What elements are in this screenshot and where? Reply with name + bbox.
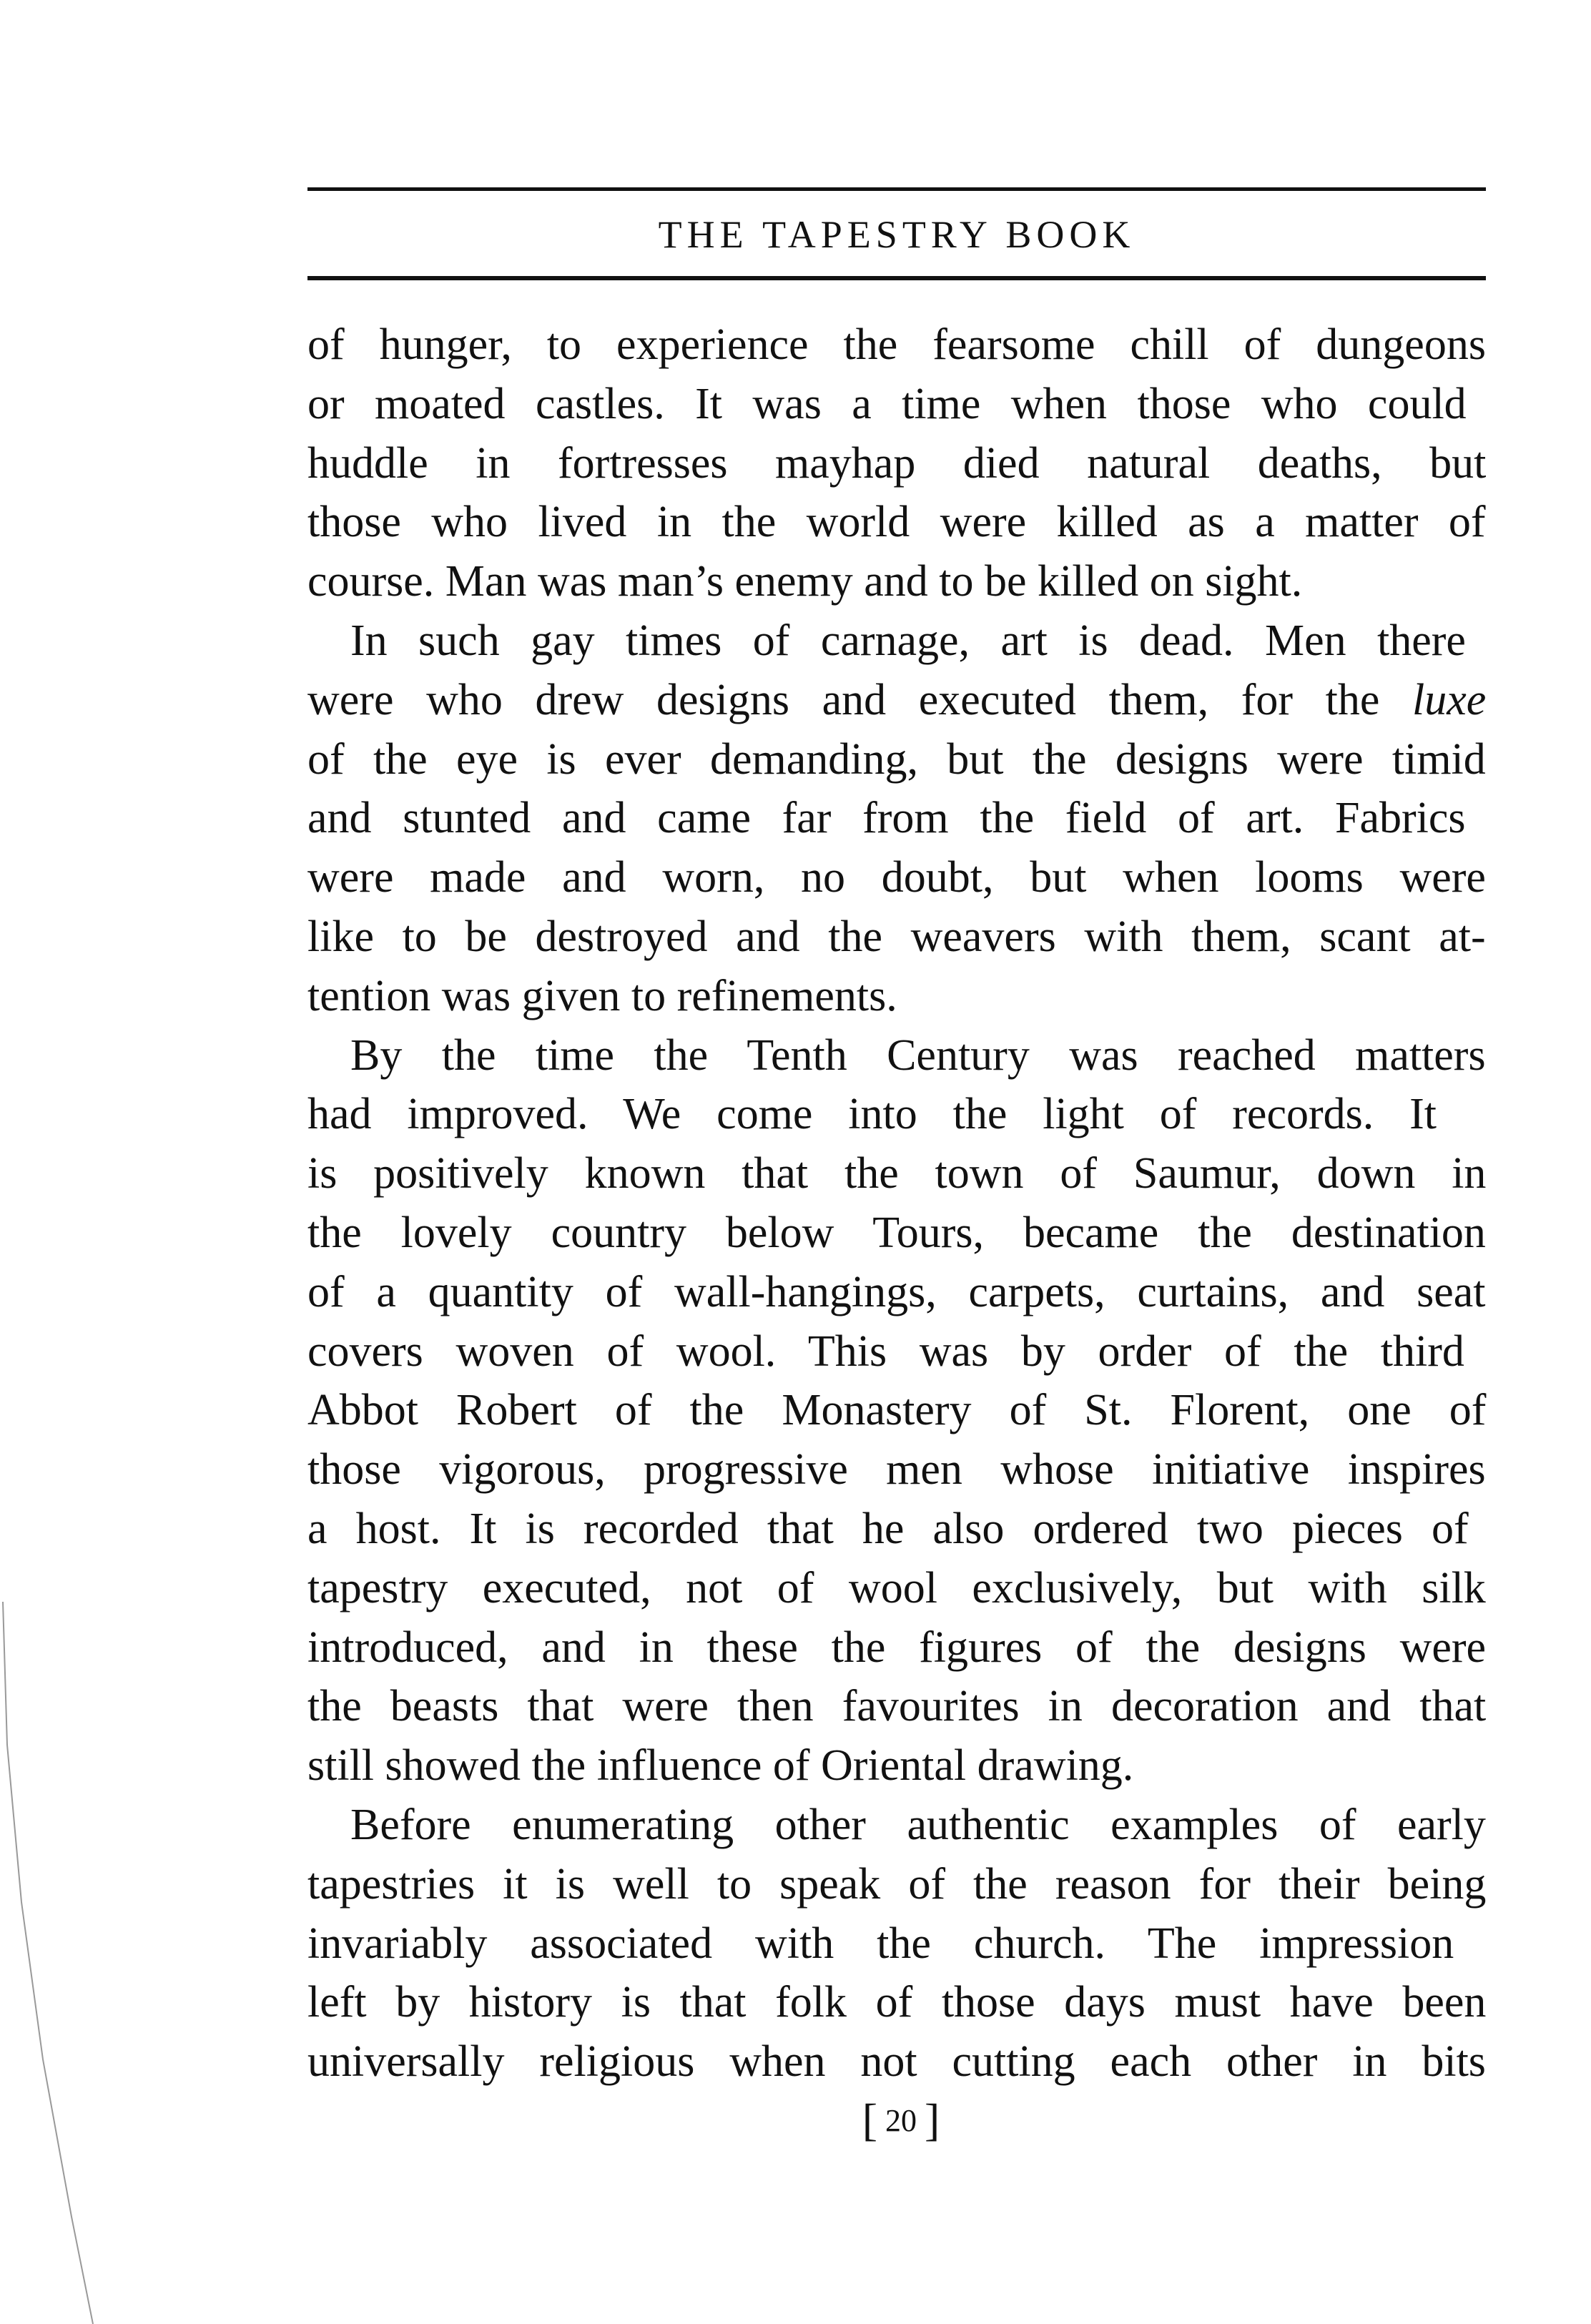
text-line: [307, 1796, 1486, 1855]
text-line: [307, 671, 1486, 730]
italic-text: luxe: [1412, 675, 1487, 724]
text-line: [307, 1618, 1486, 1678]
text-line: [307, 1381, 1486, 1440]
text-run: a host. It is recorded that he also ordered two pieces of: [307, 1504, 1469, 1553]
text-run: the lovely country below Tours, became the destination: [307, 1208, 1486, 1257]
text-run: still showed the influence of Oriental drawing.: [307, 1741, 1134, 1791]
text-line: [307, 967, 897, 1026]
text-run: tention was given to refinements.: [307, 971, 897, 1020]
text-run: like to be destroyed and the weavers with them, scant at-: [307, 912, 1486, 961]
text-run: of the eye is ever demanding, but the designs were timid: [307, 734, 1486, 784]
page-number-value: 20: [885, 2103, 917, 2138]
scan-edge-artifact: [0, 1602, 100, 2324]
text-run: tapestry executed, not of wool exclusively, but with silk: [307, 1563, 1486, 1612]
text-run: and stunted and came far from the field of art. Fabrics: [307, 794, 1466, 843]
page-number: [829, 2095, 972, 2146]
text-line: [307, 730, 1486, 789]
running-head: THE TAPESTRY BOOK: [658, 213, 1136, 256]
text-line: [307, 2032, 1486, 2092]
text-run: were made and worn, no doubt, but when looms were: [307, 853, 1486, 902]
text-line: [307, 848, 1486, 907]
text-line: [307, 552, 1302, 611]
body-text: [307, 315, 1486, 2092]
text-line: [307, 1263, 1486, 1322]
text-line: [307, 493, 1486, 552]
text-run: were who drew designs and executed them, for the: [307, 675, 1412, 724]
text-line: [307, 907, 1486, 967]
text-line: [307, 1914, 1454, 1974]
text-run: universally religious when not cutting each other in bits: [307, 2037, 1486, 2087]
text-line: [307, 1322, 1464, 1382]
text-run: invariably associated with the church. The impression: [307, 1919, 1454, 1968]
text-line: [307, 315, 1486, 375]
text-run: or moated castles. It was a time when those who could: [307, 379, 1467, 428]
text-line: [307, 1973, 1486, 2032]
text-line: [307, 1144, 1486, 1203]
text-run: of hunger, to experience the fearsome chill of dungeons: [307, 320, 1486, 369]
text-line: [307, 1085, 1437, 1144]
text-run: those vigorous, progressive men whose initiative inspires: [307, 1445, 1486, 1495]
header-rule-top: [307, 187, 1486, 191]
text-line: [307, 434, 1486, 493]
text-line: [307, 375, 1467, 434]
text-line: [307, 1440, 1486, 1500]
text-run: is positively known that the town of Saumur, down in: [307, 1149, 1487, 1198]
text-line: [307, 1736, 1133, 1796]
text-line: [307, 1855, 1486, 1914]
text-run: course. Man was man’s enemy and to be killed on sight.: [307, 557, 1303, 606]
text-line: [307, 1500, 1469, 1559]
text-run: tapestries it is well to speak of the reason for their being: [307, 1859, 1487, 1909]
text-line: [307, 611, 1466, 671]
text-run: had improved. We come into the light of records. It: [307, 1090, 1437, 1139]
text-run: the beasts that were then favourites in decoration and that: [307, 1682, 1487, 1731]
text-run: Before enumerating other authentic examples of early: [350, 1800, 1486, 1849]
text-run: those who lived in the world were killed as a matter of: [307, 498, 1486, 547]
text-line: [307, 1203, 1486, 1263]
right-bracket: ]: [925, 2094, 940, 2145]
text-run: of a quantity of wall-hangings, carpets, curtains, and seat: [307, 1267, 1486, 1316]
text-line: [307, 1559, 1486, 1618]
text-run: left by history is that folk of those days must have been: [307, 1978, 1487, 2027]
text-line: [307, 1677, 1486, 1736]
text-run: covers woven of wool. This was by order of the third: [307, 1326, 1464, 1376]
text-line: [307, 1026, 1486, 1085]
text-run: huddle in fortresses mayhap died natural deaths, but: [307, 438, 1487, 488]
header-rule-bottom: [307, 276, 1486, 280]
text-run: By the time the Tenth Century was reached matters: [350, 1030, 1486, 1080]
text-run: In such gay times of carnage, art is dead. Men there: [350, 616, 1466, 665]
text-line: [307, 789, 1465, 848]
left-bracket: [: [862, 2094, 877, 2145]
text-run: Abbot Robert of the Monastery of St. Florent, one of: [307, 1386, 1487, 1435]
text-run: introduced, and in these the figures of the designs were: [307, 1623, 1487, 1672]
